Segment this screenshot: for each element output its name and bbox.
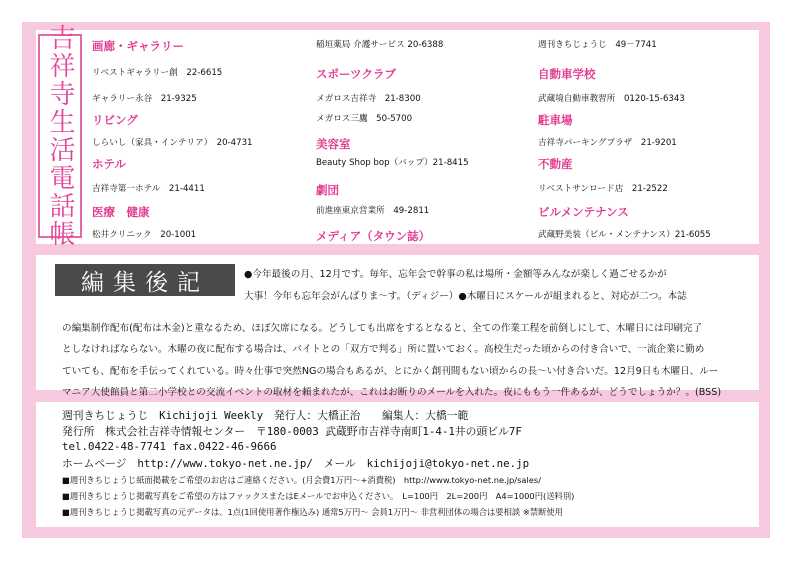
directory-entry: メガロス吉祥寺 21-8300 [316,94,421,104]
editors-note-line: 大事！今年も忘年会がんばりま～す。（ディジー）●木曜日にスケールが組まれると、対応が二つ。本誌 [244,291,687,302]
directory-entry: 吉祥寺第一ホテル 21-4411 [92,184,205,194]
directory-entry: しらいし（家具・インテリア） 20-4731 [92,138,253,148]
directory-entry: ギャラリー永谷 21-9325 [92,94,197,104]
directory-category: 画廊・ギャラリー [92,39,184,53]
publisher-line: ■週刊きちじょうじ掲載写真の元データは、1点(1回使用著作権込み) 通常5万円～ 会員1万円～ 非営利団体の場合は要相談 ※禁断使用 [62,507,563,517]
directory-entry: Beauty Shop bop（バップ）21-8415 [316,158,469,168]
publisher-line: 週刊きちじょうじ Kichijoji Weekly 発行人：大橋正治 編集人：大橋一範 [62,409,469,422]
directory-entry: 武蔵野美装（ビル・メンテナンス）21-6055 [538,230,711,240]
directory-category: ビルメンテナンス [538,205,629,219]
directory-category: 駐車場 [538,113,573,127]
directory-entry: リベストギャラリー創 22-6615 [92,68,223,78]
directory-category: スポーツクラブ [316,67,396,81]
editors-note-line: マニア大使館員と第二小学校との交流イベントの取材を頼まれたが、これはお断りのメールを入れた。夜にももう一件あるが、どうでしょうか？。(BSS) [62,387,722,398]
publisher-line: ホームページ http://www.tokyo-net.ne.jp/ メール kichijoji@tokyo-net.ne.jp [62,457,530,470]
directory-category: 医療 健康 [92,205,150,219]
publisher-line: 発行所 株式会社吉祥寺情報センター 〒180-0003 武蔵野市吉祥寺南町1-4-1井の頭ビル7F [62,425,522,438]
directory-entry: 稲垣薬局 介護サービス 20-6388 [316,40,444,50]
directory-entry: リベストサンロード店 21-2522 [538,184,668,194]
directory-entry: 松井クリニック 20-1001 [92,230,197,240]
publisher-line: tel.0422-48-7741 fax.0422-46-9666 [62,440,277,453]
directory-category: 劇団 [316,183,339,197]
directory-entry: 吉祥寺パーキングプラザ 21-9201 [538,138,677,148]
editors-note-line: の編集制作配布(配布は木金)と重なるため、ほぼ欠席になる。どうしても出席をするとなると、全ての作業工程を前倒しにして、木曜日には印刷完了 [62,323,703,334]
editors-note-line: としなければならない。木曜の夜に配布する場合は、バイトとの「双方で判る」所に置いておく。高校生だった頃からの付き合いで、一流企業に勤め [62,344,705,355]
directory-category: リビング [92,113,138,127]
directory-entry: メガロス三鷹 50-5700 [316,114,413,124]
editors-note-line: ていても、配布を手伝ってくれている。時々仕事で突然NGの場合もあるが、とにかく創刊間もない頃からの長～い付き合いだ。12月9日も木曜日、ルー [62,366,719,377]
directory-category: 不動産 [538,157,573,171]
directory-category: 美容室 [316,137,351,151]
publisher-line: ■週刊きちじょうじ掲載写真をご希望の方はファックスまたはEメールでお申込ください。 L=100円 2L=200円 A4=1000円(送料別) [62,491,575,501]
editors-note-title: 編集後記 [55,264,235,296]
directory-entry: 前進座東京営業所 49-2811 [316,206,430,216]
directory-entry: 武蔵境自動車教習所 0120-15-6343 [538,94,685,104]
directory-title: 吉祥寺生活電話帳 [45,24,75,248]
directory-entry: 週刊きちじょうじ 49－7741 [538,40,657,50]
editors-note-line: ●今年最後の月、12月です。毎年、忘年会で幹事の私は場所・金額等みんなが楽しく過ごせるかが [244,269,667,280]
directory-category: 自動車学校 [538,67,596,81]
directory-category: ホテル [92,157,126,171]
directory-title-box [38,24,82,248]
directory-category: メディア（タウン誌） [316,229,431,243]
publisher-line: ■週刊きちじょうじ紙面掲載をご希望のお店はご連絡ください。(月会費1万円～+消費税) http://www.tokyo-net.ne.jp/sales/ [62,475,542,485]
